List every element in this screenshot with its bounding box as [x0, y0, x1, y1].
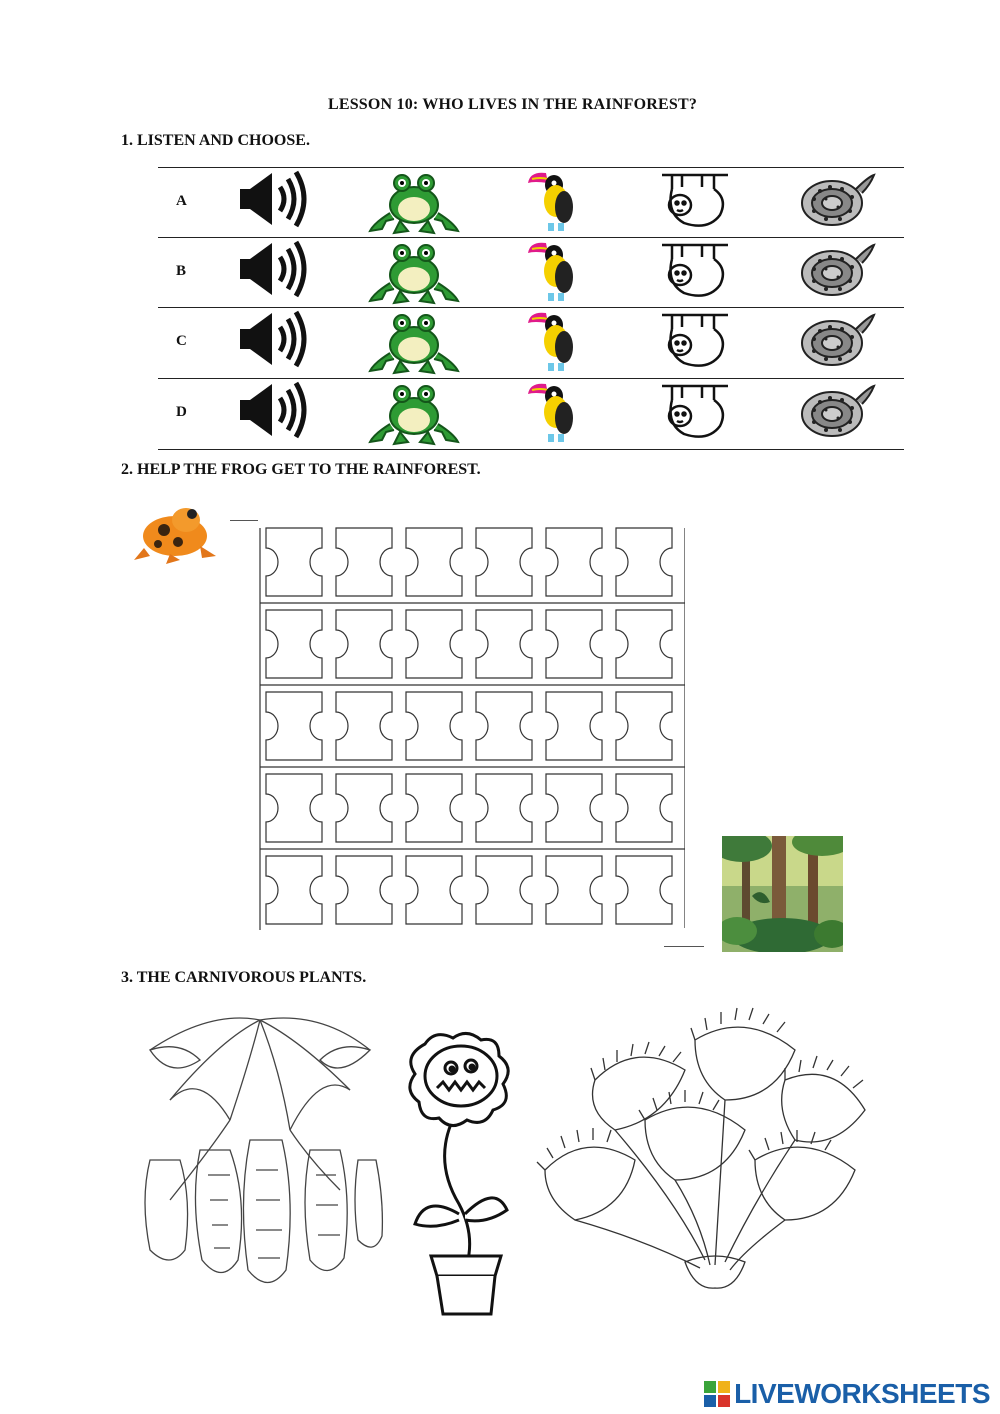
maze-wall: [406, 610, 462, 678]
exercise-3-heading: 3. THE CARNIVOROUS PLANTS.: [121, 969, 367, 986]
maze-wall: [406, 774, 462, 842]
maze-wall: [476, 774, 532, 842]
answer-row-b: [158, 237, 904, 307]
maze-wall: [406, 528, 462, 596]
speaker-icon[interactable]: [238, 169, 312, 235]
frog-option[interactable]: [368, 239, 460, 305]
toucan-option[interactable]: [526, 239, 580, 305]
maze-wall: [476, 610, 532, 678]
maze-wall: [266, 528, 322, 596]
maze-wall: [406, 692, 462, 760]
maze-wall: [266, 610, 322, 678]
toucan-option[interactable]: [526, 380, 580, 446]
sloth-option[interactable]: [658, 380, 732, 446]
sloth-option[interactable]: [658, 309, 732, 375]
sloth-option[interactable]: [658, 169, 732, 235]
liveworksheets-logo-icon: [704, 1381, 730, 1407]
maze-wall: [336, 856, 392, 924]
liveworksheets-logo: [704, 1374, 990, 1414]
maze-wall: [406, 856, 462, 924]
answer-row-a: [158, 167, 904, 237]
maze-wall: [336, 774, 392, 842]
maze-wall: [616, 692, 672, 760]
answer-row-d: [158, 378, 904, 448]
row-letter: A: [176, 193, 187, 209]
answer-row-c: [158, 307, 904, 377]
toucan-option[interactable]: [526, 309, 580, 375]
row-letter: C: [176, 333, 187, 349]
table-border-bottom: [158, 449, 904, 450]
maze-wall: [546, 610, 602, 678]
maze-wall: [616, 528, 672, 596]
venus-flytrap-drawing: [535, 1000, 890, 1300]
maze-wall: [266, 692, 322, 760]
maze[interactable]: [245, 520, 685, 955]
maze-wall: [476, 692, 532, 760]
rainforest-image: [722, 836, 843, 952]
page-title: LESSON 10: WHO LIVES IN THE RAINFOREST?: [327, 96, 698, 113]
maze-wall: [616, 610, 672, 678]
frog-option[interactable]: [368, 169, 460, 235]
speaker-icon[interactable]: [238, 239, 312, 305]
maze-wall: [546, 528, 602, 596]
maze-wall: [546, 856, 602, 924]
maze-wall: [616, 856, 672, 924]
maze-exit-line: [664, 946, 704, 947]
maze-wall: [476, 528, 532, 596]
exercise-2-heading: 2. HELP THE FROG GET TO THE RAINFOREST.: [121, 461, 481, 478]
speaker-icon[interactable]: [238, 309, 312, 375]
snake-option[interactable]: [796, 239, 876, 305]
frog-option[interactable]: [368, 309, 460, 375]
maze-wall: [476, 856, 532, 924]
speaker-icon[interactable]: [238, 380, 312, 446]
maze-wall: [336, 692, 392, 760]
snake-option[interactable]: [796, 380, 876, 446]
maze-wall: [266, 856, 322, 924]
maze-wall: [546, 692, 602, 760]
orange-frog-image: [130, 500, 220, 571]
maze-wall: [546, 774, 602, 842]
maze-wall: [336, 610, 392, 678]
toucan-option[interactable]: [526, 169, 580, 235]
frog-option[interactable]: [368, 380, 460, 446]
maze-wall: [336, 528, 392, 596]
snake-option[interactable]: [796, 309, 876, 375]
row-letter: D: [176, 404, 187, 420]
cartoon-flower-plant-drawing: [395, 1024, 530, 1324]
exercise-1-heading: 1. LISTEN AND CHOOSE.: [121, 132, 310, 149]
maze-wall: [616, 774, 672, 842]
snake-option[interactable]: [796, 169, 876, 235]
brand-name: LIVEWORKSHEETS: [734, 1378, 990, 1409]
maze-wall: [266, 774, 322, 842]
pitcher-plant-drawing: [130, 1000, 385, 1305]
sloth-option[interactable]: [658, 239, 732, 305]
row-letter: B: [176, 263, 187, 279]
